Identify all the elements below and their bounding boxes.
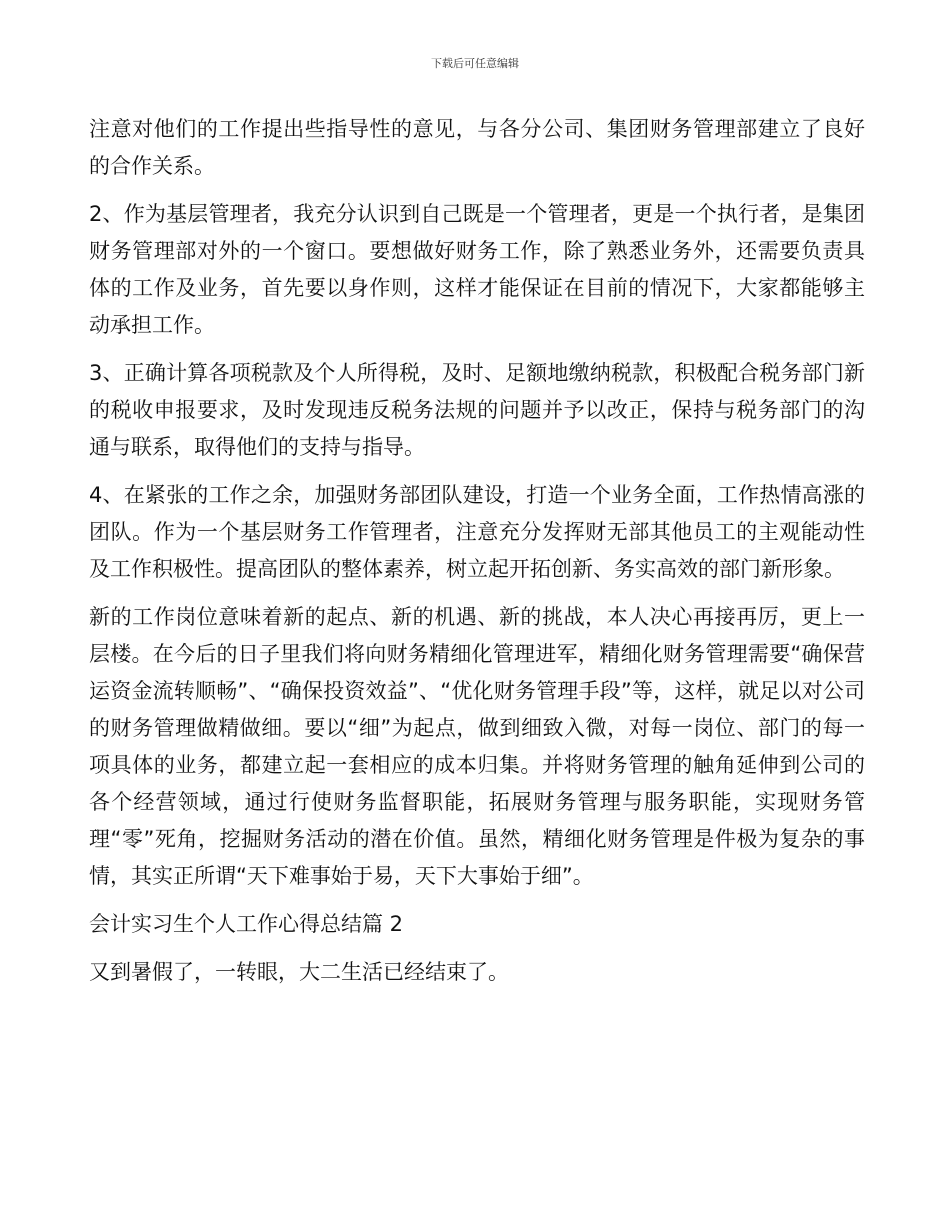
paragraph-item-3: 3、正确计算各项税款及个人所得税，及时、足额地缴纳税款，积极配合税务部门新的税收申报要求，及时发现违反税务法规的问题并予以改正，保持与税务部门的沟通与联系，取得他们的支持与指导。 <box>89 361 865 459</box>
page-header-note: 下载后可任意编辑 <box>431 57 519 70</box>
paragraph-conclusion: 新的工作岗位意味着新的起点、新的机遇、新的挑战，本人决心再接再厉，更上一层楼。在今后的日子里我们将向财务精细化管理进军，精细化财务管理需要“确保营运资金流转顺畅”、“确保投资效益”、“优化财务管理手段”等，这样，就足以对公司的财务管理做精做细。要以“细”为起点，做到细致入微，对每一岗位、部门的每一项具体的业务，都建立起一套相应的成本归集。并将财务管理的触角延伸到公司的各个经营领域，通过行使财务监督职能，拓展财务管理与服务职能，实现财务管理“零”死角，挖掘财务活动的潜在价值。虽然，精细化财务管理是件极为复杂的事情，其实正所谓“天下难事始于易，天下大事始于细”。 <box>89 605 865 888</box>
section-heading: 会计实习生个人工作心得总结篇 2 <box>89 912 404 936</box>
paragraph-item-4: 4、在紧张的工作之余，加强财务部团队建设，打造一个业务全面，工作热情高涨的团队。作为一个基层财务工作管理者，注意充分发挥财无部其他员工的主观能动性及工作积极性。提高团队的整体素养，树立起开拓创新、务实高效的部门新形象。 <box>89 483 865 581</box>
paragraph-section-opening: 又到暑假了，一转眼，大二生活已经结束了。 <box>89 960 509 984</box>
paragraph-item-2: 2、作为基层管理者，我充分认识到自己既是一个管理者，更是一个执行者，是集团财务管理部对外的一个窗口。要想做好财务工作，除了熟悉业务外，还需要负责具体的工作及业务，首先要以身作则，这样才能保证在目前的情况下，大家都能够主动承担工作。 <box>89 202 865 337</box>
document-body <box>89 111 865 1002</box>
paragraph-intro-continuation: 注意对他们的工作提出些指导性的意见，与各分公司、集团财务管理部建立了良好的合作关系。 <box>89 117 865 178</box>
